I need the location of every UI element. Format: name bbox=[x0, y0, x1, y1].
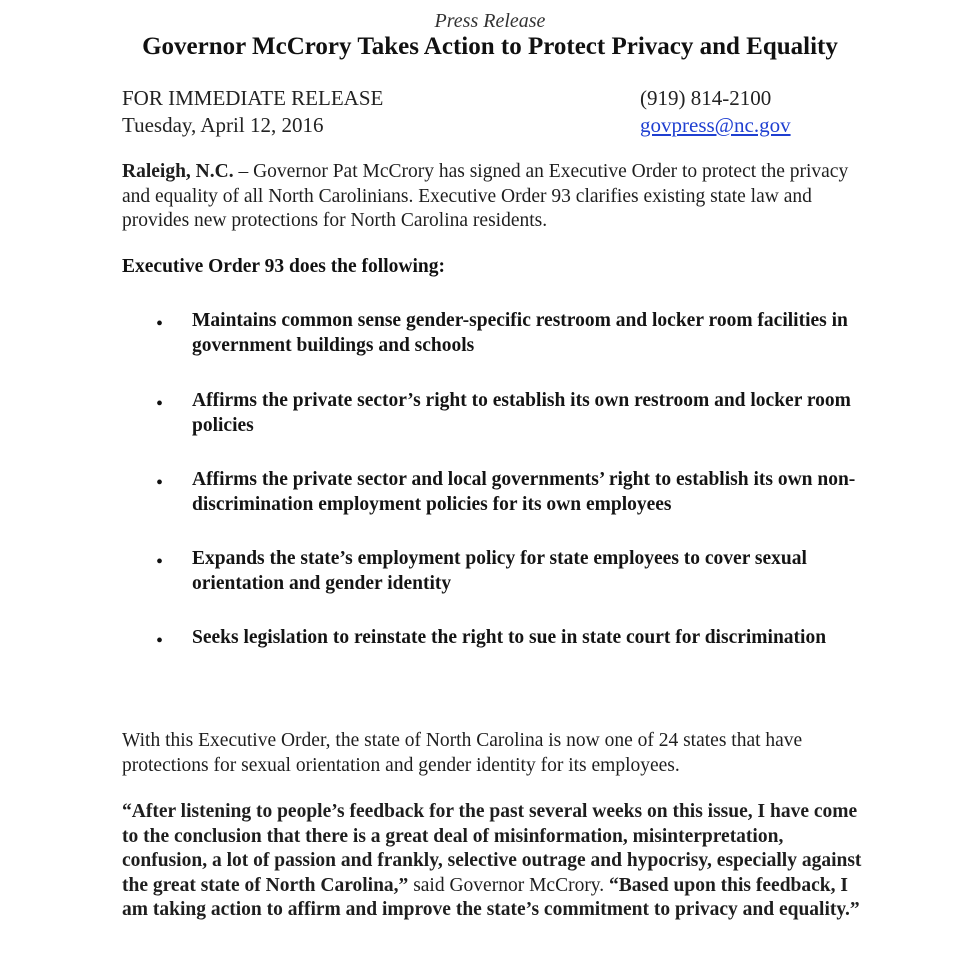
quote-part-one: “After listening to people’s feedback for the past several weeks on this issue, I have come to the conclusion that there is a great deal of misinformation, misinterpretation, confusion, a lot of passion and frankly, selective outrage and hypocrisy, especially against the great state of North Carolina,” bbox=[122, 801, 862, 896]
bullet-icon: • bbox=[156, 551, 164, 573]
press-release-label: Press Release bbox=[434, 10, 546, 32]
intro-paragraph bbox=[122, 160, 867, 234]
release-meta bbox=[122, 85, 383, 139]
bullet-icon: • bbox=[156, 313, 164, 335]
intro-text: – Governor Pat McCrory has signed an Executive Order to protect the privacy and equality of all North Carolinians. Executive Order 93 clarifies existing state law and provides new protections for North Carolina residents. bbox=[122, 161, 849, 231]
list-item: Seeks legislation to reinstate the right to sue in state court for discrimination bbox=[192, 627, 827, 648]
closing-paragraph: With this Executive Order, the state of North Carolina is now one of 24 states that have protections for sexual orientation and gender identity for its employees. bbox=[122, 730, 803, 776]
contact-email-link[interactable]: govpress@nc.gov bbox=[640, 113, 791, 137]
quote-attribution: said Governor McCrory. bbox=[408, 874, 610, 896]
bullet-icon: • bbox=[156, 630, 164, 652]
dateline: Raleigh, N.C. bbox=[122, 161, 234, 182]
bullet-icon: • bbox=[156, 393, 164, 415]
quote-part-two: “Based upon this feedback, I am taking action to affirm and improve the state’s commitment to privacy and equality.” bbox=[122, 874, 860, 920]
quote-paragraph bbox=[122, 800, 867, 923]
headline: Governor McCrory Takes Action to Protect Privacy and Equality bbox=[142, 33, 838, 60]
contact-info bbox=[640, 85, 791, 139]
contact-phone: (919) 814-2100 bbox=[640, 86, 772, 110]
executive-order-heading: Executive Order 93 does the following: bbox=[122, 256, 445, 277]
release-status: FOR IMMEDIATE RELEASE bbox=[122, 86, 384, 110]
bullet-icon: • bbox=[156, 472, 164, 494]
list-item: Maintains common sense gender-specific restroom and locker room facilities in government buildings and schools bbox=[192, 310, 848, 356]
list-item: Expands the state’s employment policy for state employees to cover sexual orientation and gender identity bbox=[192, 548, 807, 594]
list-item: Affirms the private sector’s right to establish its own restroom and locker room policies bbox=[192, 390, 851, 436]
release-date: Tuesday, April 12, 2016 bbox=[122, 113, 324, 137]
list-item: Affirms the private sector and local governments’ right to establish its own non-discrimination employment policies for its own employees bbox=[192, 469, 856, 515]
